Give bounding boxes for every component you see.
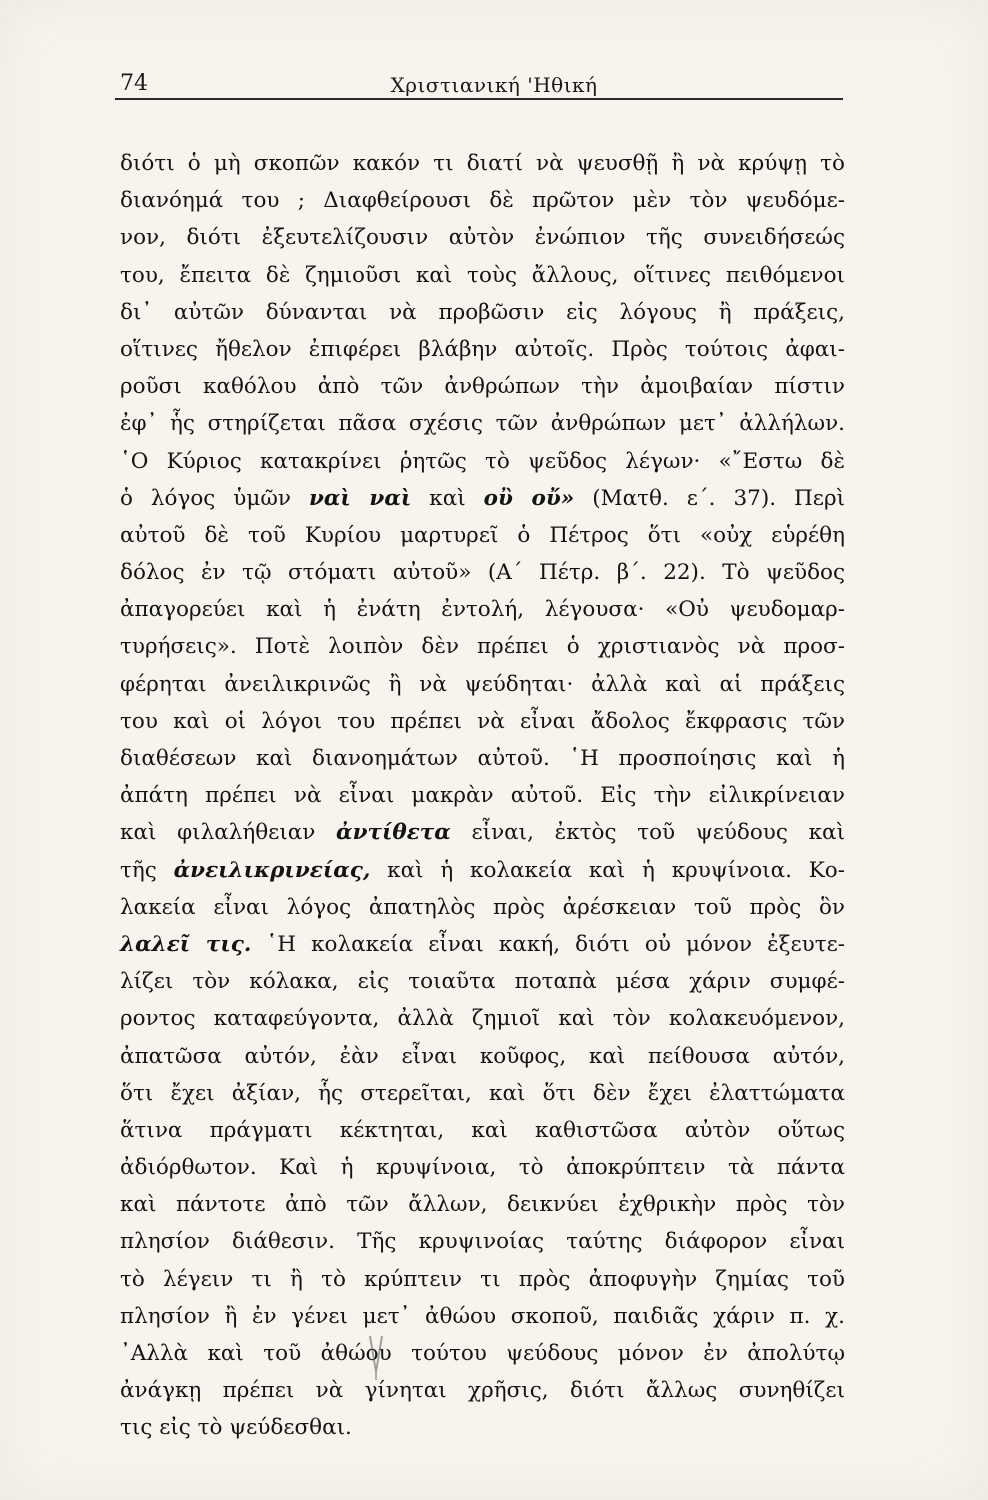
text-line: ὅτι ἔχει ἀξίαν, ἧς στερεῖται, καὶ ὅτι δὲν ἔχει ἐλαττώματα [120, 1080, 845, 1106]
text-line: ροντος καταφεύγοντα, ἀλλὰ ζημιοῖ καὶ τὸν κολακευόμενον, [120, 1006, 845, 1032]
text-line: του καὶ οἱ λόγοι του πρέπει νὰ εἶναι ἄδολος ἔκφρασις τῶν [120, 708, 845, 734]
text-line: τις εἰς τὸ ψεύδεσθαι. [120, 1415, 352, 1441]
text-line: τὸ λέγειν τι ἢ τὸ κρύπτειν τι πρὸς ἀποφυγὴν ζημίας τοῦ [120, 1266, 845, 1292]
text-segment: καὶ [411, 485, 484, 511]
text-segment: ῾Η κολακεία εἶναι κακή, διότι οὐ μόνον ἐξευτε- [251, 931, 845, 957]
header-rule [115, 98, 843, 100]
text-line: διανόημά του ; Διαφθείρουσι δὲ πρῶτον μὲν τὸν ψευδόμε- [120, 188, 845, 214]
text-segment: καὶ φιλαλήθειαν [120, 820, 337, 846]
text-line-with-emphasis [120, 814, 845, 851]
text-line: του, ἔπειτα δὲ ζημιοῦσι καὶ τοὺς ἄλλους, οἵτινες πειθόμενοι [120, 262, 845, 288]
text-line: πλησίον ἢ ἐν γένει μετ᾽ ἀθώου σκοποῦ, παιδιᾶς χάριν π. χ. [120, 1303, 845, 1329]
text-line: τυρήσεις». Ποτὲ λοιπὸν δὲν πρέπει ὁ χριστιανὸς νὰ προσ- [120, 634, 845, 660]
text-segment: ὁ λόγος ὑμῶν [120, 485, 309, 511]
emphasis-text: λαλεῖ τις. [120, 931, 252, 957]
text-line: ἀπαγορεύει καὶ ἡ ἐνάτη ἐντολή, λέγουσα· «Οὐ ψευδομαρ- [120, 597, 845, 623]
body-text [120, 145, 845, 1447]
text-line: καὶ πάντοτε ἀπὸ τῶν ἄλλων, δεικνύει ἐχθρικὴν πρὸς τὸν [120, 1192, 845, 1218]
emphasis-text: οὒ οὔ» [483, 485, 575, 511]
text-line: ἀπατῶσα αὐτόν, ἐὰν εἶναι κοῦφος, καὶ πείθουσα αὐτόν, [120, 1043, 845, 1069]
text-segment: (Ματθ. ε΄. 37). Περὶ [574, 485, 846, 511]
text-line: δι᾽ αὐτῶν δύνανται νὰ προβῶσιν εἰς λόγους ἢ πράξεις, [120, 299, 845, 325]
text-line: δόλος ἐν τῷ στόματι αὐτοῦ» (Α΄ Πέτρ. β΄. 22). Τὸ ψεῦδος [120, 560, 845, 586]
text-line: λακεία εἶναι λόγος ἀπατηλὸς πρὸς ἀρέσκειαν τοῦ πρὸς ὃν [120, 894, 845, 920]
text-segment: καὶ ἡ κολακεία καὶ ἡ κρυψίνοια. Κο- [370, 857, 845, 883]
text-line: ροῦσι καθόλου ἀπὸ τῶν ἀνθρώπων τὴν ἀμοιβαίαν πίστιν [120, 374, 845, 400]
text-line: ἀδιόρθωτον. Καὶ ἡ κρυψίνοια, τὸ ἀποκρύπτειν τὰ πάντα [120, 1155, 845, 1181]
page-number: 74 [120, 71, 148, 96]
text-line: αὐτοῦ δὲ τοῦ Κυρίου μαρτυρεῖ ὁ Πέτρος ὅτι «οὐχ εὑρέθη [120, 522, 845, 548]
text-line-with-emphasis [120, 852, 845, 889]
text-line: διαθέσεων καὶ διανοημάτων αὐτοῦ. ῾Η προσποίησις καὶ ἡ [120, 746, 845, 771]
text-line-with-emphasis [120, 926, 845, 963]
text-line: οἵτινες ἤθελον ἐπιφέρει βλάβην αὐτοῖς. Πρὸς τούτοις ἀφαι- [120, 336, 845, 362]
page-header [0, 70, 988, 110]
emphasis-text: ναὶ ναὶ [308, 485, 412, 511]
emphasis-text: ἀνειλικρινείας, [173, 857, 371, 883]
text-line-with-emphasis [120, 480, 845, 517]
text-line: νον, διότι ἐξευτελίζουσιν αὐτὸν ἐνώπιον τῆς συνειδήσεώς [120, 225, 845, 251]
text-segment: εἶναι, ἐκτὸς τοῦ ψεύδους καὶ [450, 820, 845, 846]
text-line: ἀπάτη πρέπει νὰ εἶναι μακρὰν αὐτοῦ. Εἰς τὴν εἰλικρίνειαν [120, 783, 845, 809]
text-line: ᾽Αλλὰ καὶ τοῦ ἀθώου τούτου ψεύδους μόνον ἐν ἀπολύτῳ [120, 1341, 845, 1366]
text-segment: τῆς [120, 857, 174, 883]
text-line: ἀνάγκῃ πρέπει νὰ γίνηται χρῆσις, διότι ἄλλως συνηθίζει [120, 1378, 845, 1404]
running-title: Χριστιανική 'Ηθική [390, 73, 598, 97]
text-line: ἅτινα πράγματι κέκτηται, καὶ καθιστῶσα αὐτὸν οὕτως [120, 1117, 845, 1143]
text-line: πλησίον διάθεσιν. Τῆς κρυψινοίας ταύτης διάφορον εἶναι [120, 1229, 845, 1255]
text-line: λίζει τὸν κόλακα, εἰς τοιαῦτα ποταπὰ μέσα χάριν συμφέ- [120, 969, 845, 995]
emphasis-text: ἀντίθετα [336, 820, 451, 846]
text-line: ῾Ο Κύριος κατακρίνει ῥητῶς τὸ ψεῦδος λέγων· «῎Εστω δὲ [120, 448, 845, 474]
text-line: φέρηται ἀνειλικρινῶς ἢ νὰ ψεύδηται· ἀλλὰ καὶ αἱ πράξεις [120, 671, 845, 697]
text-line: ἐφ᾽ ἧς στηρίζεται πᾶσα σχέσις τῶν ἀνθρώπων μετ᾽ ἀλλήλων. [120, 411, 845, 437]
text-line: διότι ὁ μὴ σκοπῶν κακόν τι διατί νὰ ψευσθῇ ἢ νὰ κρύψῃ τὸ [120, 151, 845, 176]
